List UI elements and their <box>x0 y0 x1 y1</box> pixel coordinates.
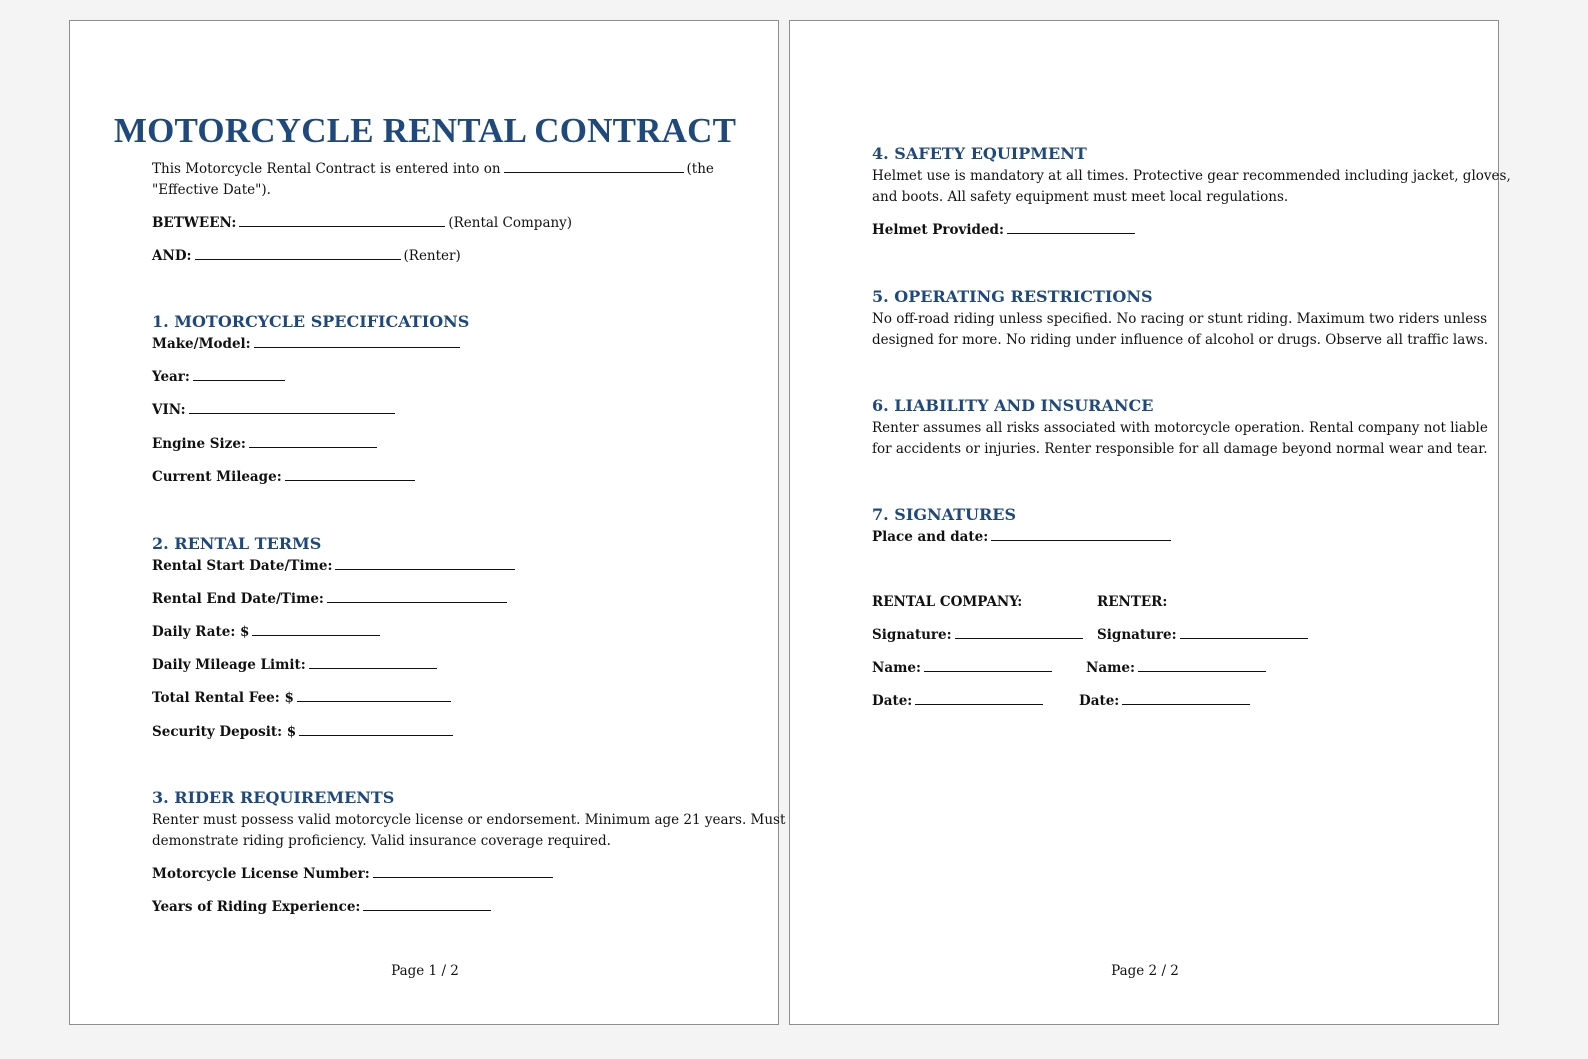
section-1-heading: 1. MOTORCYCLE SPECIFICATIONS <box>152 312 470 331</box>
renter-name-blank[interactable] <box>1138 659 1266 672</box>
between-line <box>152 213 572 234</box>
company-date-blank[interactable] <box>915 692 1043 705</box>
renter-date-line <box>1079 691 1253 712</box>
renter-date-blank[interactable] <box>1122 692 1250 705</box>
field-label: Security Deposit: $ <box>152 724 297 740</box>
daily-mileage-limit-blank[interactable] <box>309 656 437 669</box>
field-label: Years of Riding Experience: <box>152 899 361 915</box>
renter-label: RENTER: <box>1097 594 1168 610</box>
and-label: AND: <box>152 248 192 264</box>
field-label: Motorcycle License Number: <box>152 866 370 882</box>
section-4-heading: 4. SAFETY EQUIPMENT <box>872 144 1087 163</box>
between-note: (Rental Company) <box>448 215 573 231</box>
renter-signature-blank[interactable] <box>1180 626 1308 639</box>
field-daily-mileage-limit <box>152 655 440 676</box>
company-signature-blank[interactable] <box>955 626 1083 639</box>
field-label: Year: <box>152 369 190 385</box>
effective-date-blank[interactable] <box>504 160 684 173</box>
intro-effective-date: "Effective Date"). <box>152 182 271 198</box>
field-label: Helmet Provided: <box>872 222 1004 238</box>
field-label: Rental Start Date/Time: <box>152 558 333 574</box>
section-7-heading: 7. SIGNATURES <box>872 505 1017 524</box>
field-license-number <box>152 864 556 885</box>
field-place-and-date <box>872 527 1174 548</box>
field-label: Name: <box>1086 660 1135 676</box>
daily-rate-blank[interactable] <box>252 623 380 636</box>
rental-start-blank[interactable] <box>335 557 515 570</box>
place-and-date-blank[interactable] <box>991 528 1171 541</box>
engine-size-blank[interactable] <box>249 435 377 448</box>
field-label: Make/Model: <box>152 336 251 352</box>
document-page-1 <box>69 20 786 1025</box>
company-signature-line <box>872 625 1086 646</box>
field-label: VIN: <box>152 402 186 418</box>
field-label: Daily Rate: $ <box>152 624 250 640</box>
helmet-provided-blank[interactable] <box>1007 221 1135 234</box>
field-riding-experience <box>152 897 494 918</box>
riding-experience-blank[interactable] <box>363 898 491 911</box>
field-daily-rate <box>152 622 383 643</box>
field-engine-size <box>152 434 380 455</box>
renter-blank[interactable] <box>195 247 401 260</box>
current-mileage-blank[interactable] <box>285 468 415 481</box>
rental-company-blank[interactable] <box>239 214 445 227</box>
renter-signature-line <box>1097 625 1311 646</box>
section-6-text-line-2: for accidents or injuries. Renter responsible for all damage beyond normal wear and tear. <box>872 441 1488 457</box>
vin-blank[interactable] <box>189 401 395 414</box>
field-label: Daily Mileage Limit: <box>152 657 306 673</box>
section-2-heading: 2. RENTAL TERMS <box>152 534 322 553</box>
intro-text: This Motorcycle Rental Contract is entered into on <box>152 161 501 177</box>
field-year <box>152 367 288 388</box>
security-deposit-blank[interactable] <box>299 723 453 736</box>
field-label: Current Mileage: <box>152 469 282 485</box>
document-title: MOTORCYCLE RENTAL CONTRACT <box>113 111 737 150</box>
section-4-text-line-2: and boots. All safety equipment must meet local regulations. <box>872 189 1289 205</box>
field-rental-start <box>152 556 518 577</box>
make-model-blank[interactable] <box>254 335 460 348</box>
section-3-heading: 3. RIDER REQUIREMENTS <box>152 788 395 807</box>
field-label: Name: <box>872 660 921 676</box>
document-page-2 <box>789 20 1511 1025</box>
field-rental-end <box>152 589 510 610</box>
field-make-model <box>152 334 463 355</box>
company-name-line <box>872 658 1055 679</box>
renter-name-line <box>1086 658 1269 679</box>
and-line <box>152 246 461 267</box>
field-helmet-provided <box>872 220 1138 241</box>
section-5-text-line-2: designed for more. No riding under influence of alcohol or drugs. Observe all traffic laws. <box>872 332 1489 348</box>
license-number-blank[interactable] <box>373 865 553 878</box>
field-label: Place and date: <box>872 529 989 545</box>
field-label: Engine Size: <box>152 436 246 452</box>
section-5-heading: 5. OPERATING RESTRICTIONS <box>872 287 1153 306</box>
section-3-text-line-2: demonstrate riding proficiency. Valid insurance coverage required. <box>152 833 611 849</box>
year-blank[interactable] <box>193 368 285 381</box>
section-6-text-line-1: Renter assumes all risks associated with motorcycle operation. Rental company not liable <box>872 420 1488 436</box>
page-number-2: Page 2 / 2 <box>1111 963 1179 979</box>
company-name-blank[interactable] <box>924 659 1052 672</box>
rental-end-blank[interactable] <box>327 590 507 603</box>
field-label: Date: <box>1079 693 1120 709</box>
field-label: Date: <box>872 693 913 709</box>
rental-company-label: RENTAL COMPANY: <box>872 594 1023 610</box>
field-label: Total Rental Fee: $ <box>152 690 294 706</box>
section-3-text-line-1: Renter must possess valid motorcycle license or endorsement. Minimum age 21 years. Must <box>152 812 786 828</box>
company-date-line <box>872 691 1046 712</box>
between-label: BETWEEN: <box>152 215 237 231</box>
section-5-text-line-1: No off-road riding unless specified. No racing or stunt riding. Maximum two riders unless <box>872 311 1488 327</box>
field-current-mileage <box>152 467 418 488</box>
field-security-deposit <box>152 722 456 743</box>
section-4-text-line-1: Helmet use is mandatory at all times. Protective gear recommended including jacket, gloves, <box>872 168 1511 184</box>
intro-the: (the <box>686 161 714 177</box>
section-6-heading: 6. LIABILITY AND INSURANCE <box>872 396 1154 415</box>
field-label: Signature: <box>1097 627 1177 643</box>
intro-paragraph <box>152 159 714 180</box>
and-note: (Renter) <box>403 248 461 264</box>
field-label: Rental End Date/Time: <box>152 591 324 607</box>
page-number-1: Page 1 / 2 <box>391 963 459 979</box>
field-total-rental-fee <box>152 688 454 709</box>
field-vin <box>152 400 398 421</box>
field-label: Signature: <box>872 627 952 643</box>
total-rental-fee-blank[interactable] <box>297 689 451 702</box>
